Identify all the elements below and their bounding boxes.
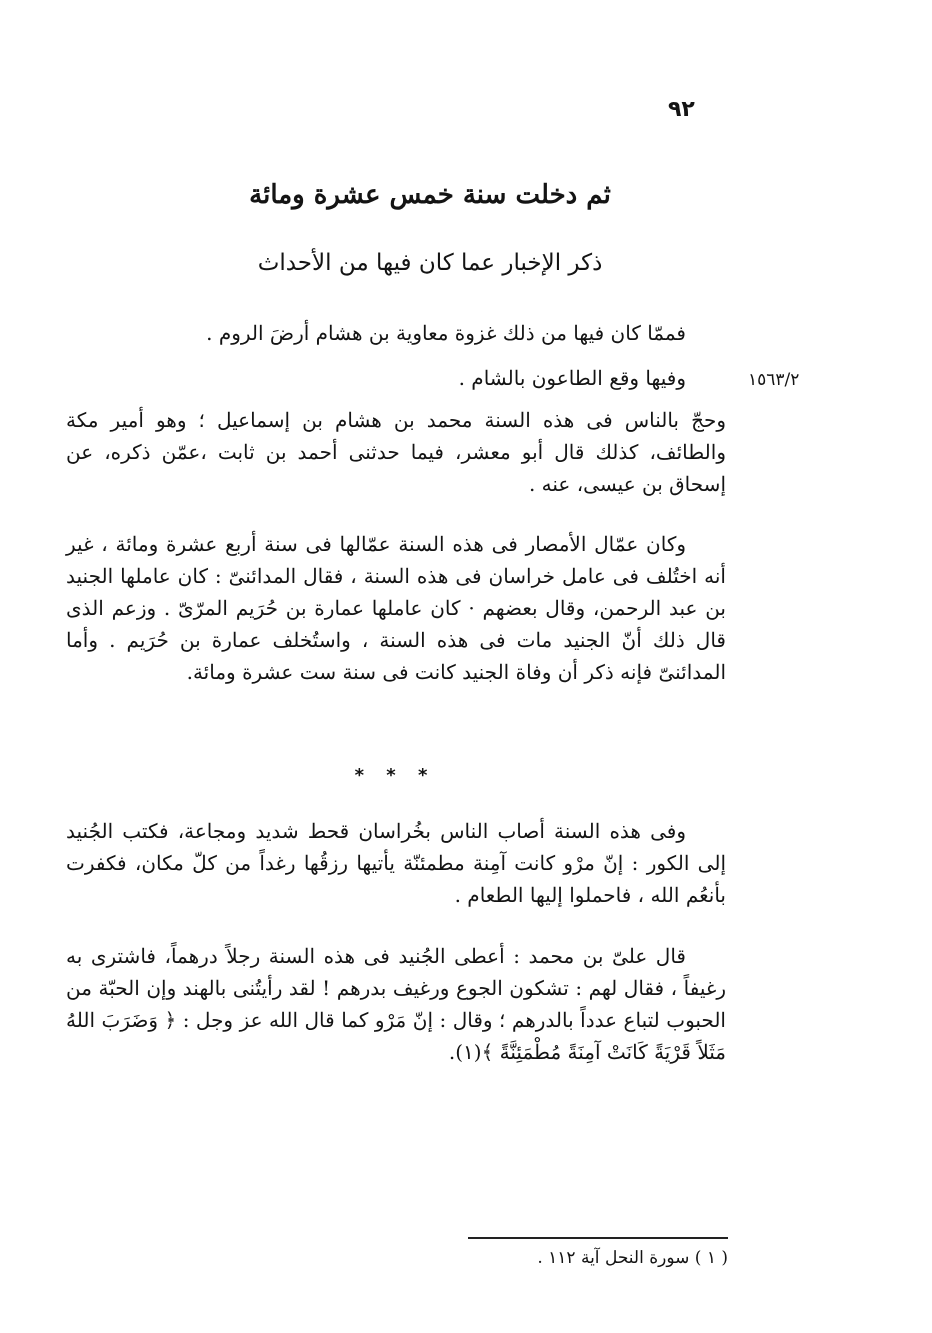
paragraph-text: قال علىّ بن محمد : أعطى الجُنيد فى هذه السنة رجلاً درهماً، فاشترى به رغيفاً ، فقال لهم : تشكون الجوع ورغيف بدرهم ! لقد رأيتُنى بالهند وإن الحبّة من الحبوب لتباع عدداً بالدرهم ؛ وقال : إنّ مَرْو كما قال الله عز وجل : ﴿ وَضَرَبَ اللهُ مَثَلاً قَرْيَةً كَانَتْ آمِنَةً مُطْمَئِنَّةً ﴾(١).: [66, 944, 726, 1064]
section-separator: * * *: [354, 765, 436, 786]
paragraph-governors: [66, 528, 726, 688]
chapter-heading: ثم دخلت سنة خمس عشرة ومائة: [249, 180, 611, 210]
footnote-divider: [468, 1237, 728, 1239]
paragraph-text: وفيها وقع الطاعون بالشام .: [458, 366, 686, 390]
paragraph-text: وحجّ بالناس فى هذه السنة محمد بن هشام بن إسماعيل ؛ وهو أمير مكة والطائف، كذلك قال أبو معشر، فيما حدثنى أحمد بن ثابت ،عمّن ذكره، عن إسحاق بن عيسى، عنه .: [66, 408, 726, 496]
paragraph-text: وفى هذه السنة أصاب الناس بخُراسان قحط شديد ومجاعة، فكتب الجُنيد إلى الكور : إنّ مرْو كانت آمِنة مطمئنّة يأتيها رزقُها رغداً من كلّ مكان، فكفرت بأنعُم الله ، فاحملوا إليها الطعام .: [66, 819, 726, 907]
page-number: ٩٢: [668, 97, 695, 122]
paragraph-text: وكان عمّال الأمصار فى هذه السنة عمّالها فى سنة أربع عشرة ومائة ، غير أنه اختُلف فى عامل خراسان فى هذه السنة ، فقال المدائنىّ : كان عاملها الجنيد بن عبد الرحمن، وقال بعضهم · كان عاملها عمارة بن حُرَيم المرّىّ . وزعم الذى قال ذلك أنّ الجنيد مات فى هذه السنة ، واستُخلف عمارة بن حُرَيم . وأما المدائنىّ فإنه ذكر أن وفاة الجنيد كانت فى سنة ست عشرة ومائة.: [66, 532, 726, 684]
margin-reference: ١٥٦٣/٢: [748, 370, 800, 390]
paragraph-pilgrimage: [66, 404, 726, 500]
section-subheading: ذكر الإخبار عما كان فيها من الأحداث: [257, 250, 603, 276]
paragraph-raid: [66, 317, 726, 349]
paragraph-ali-bin-muhammad: [66, 940, 726, 1068]
paragraph-famine: [66, 815, 726, 911]
paragraph-text: فممّا كان فيها من ذلك غزوة معاوية بن هشام أرضَ الروم .: [206, 321, 686, 345]
paragraph-plague: [66, 362, 726, 394]
footnote: ( ١ ) سورة النحل آية ١١٢ .: [537, 1248, 728, 1268]
